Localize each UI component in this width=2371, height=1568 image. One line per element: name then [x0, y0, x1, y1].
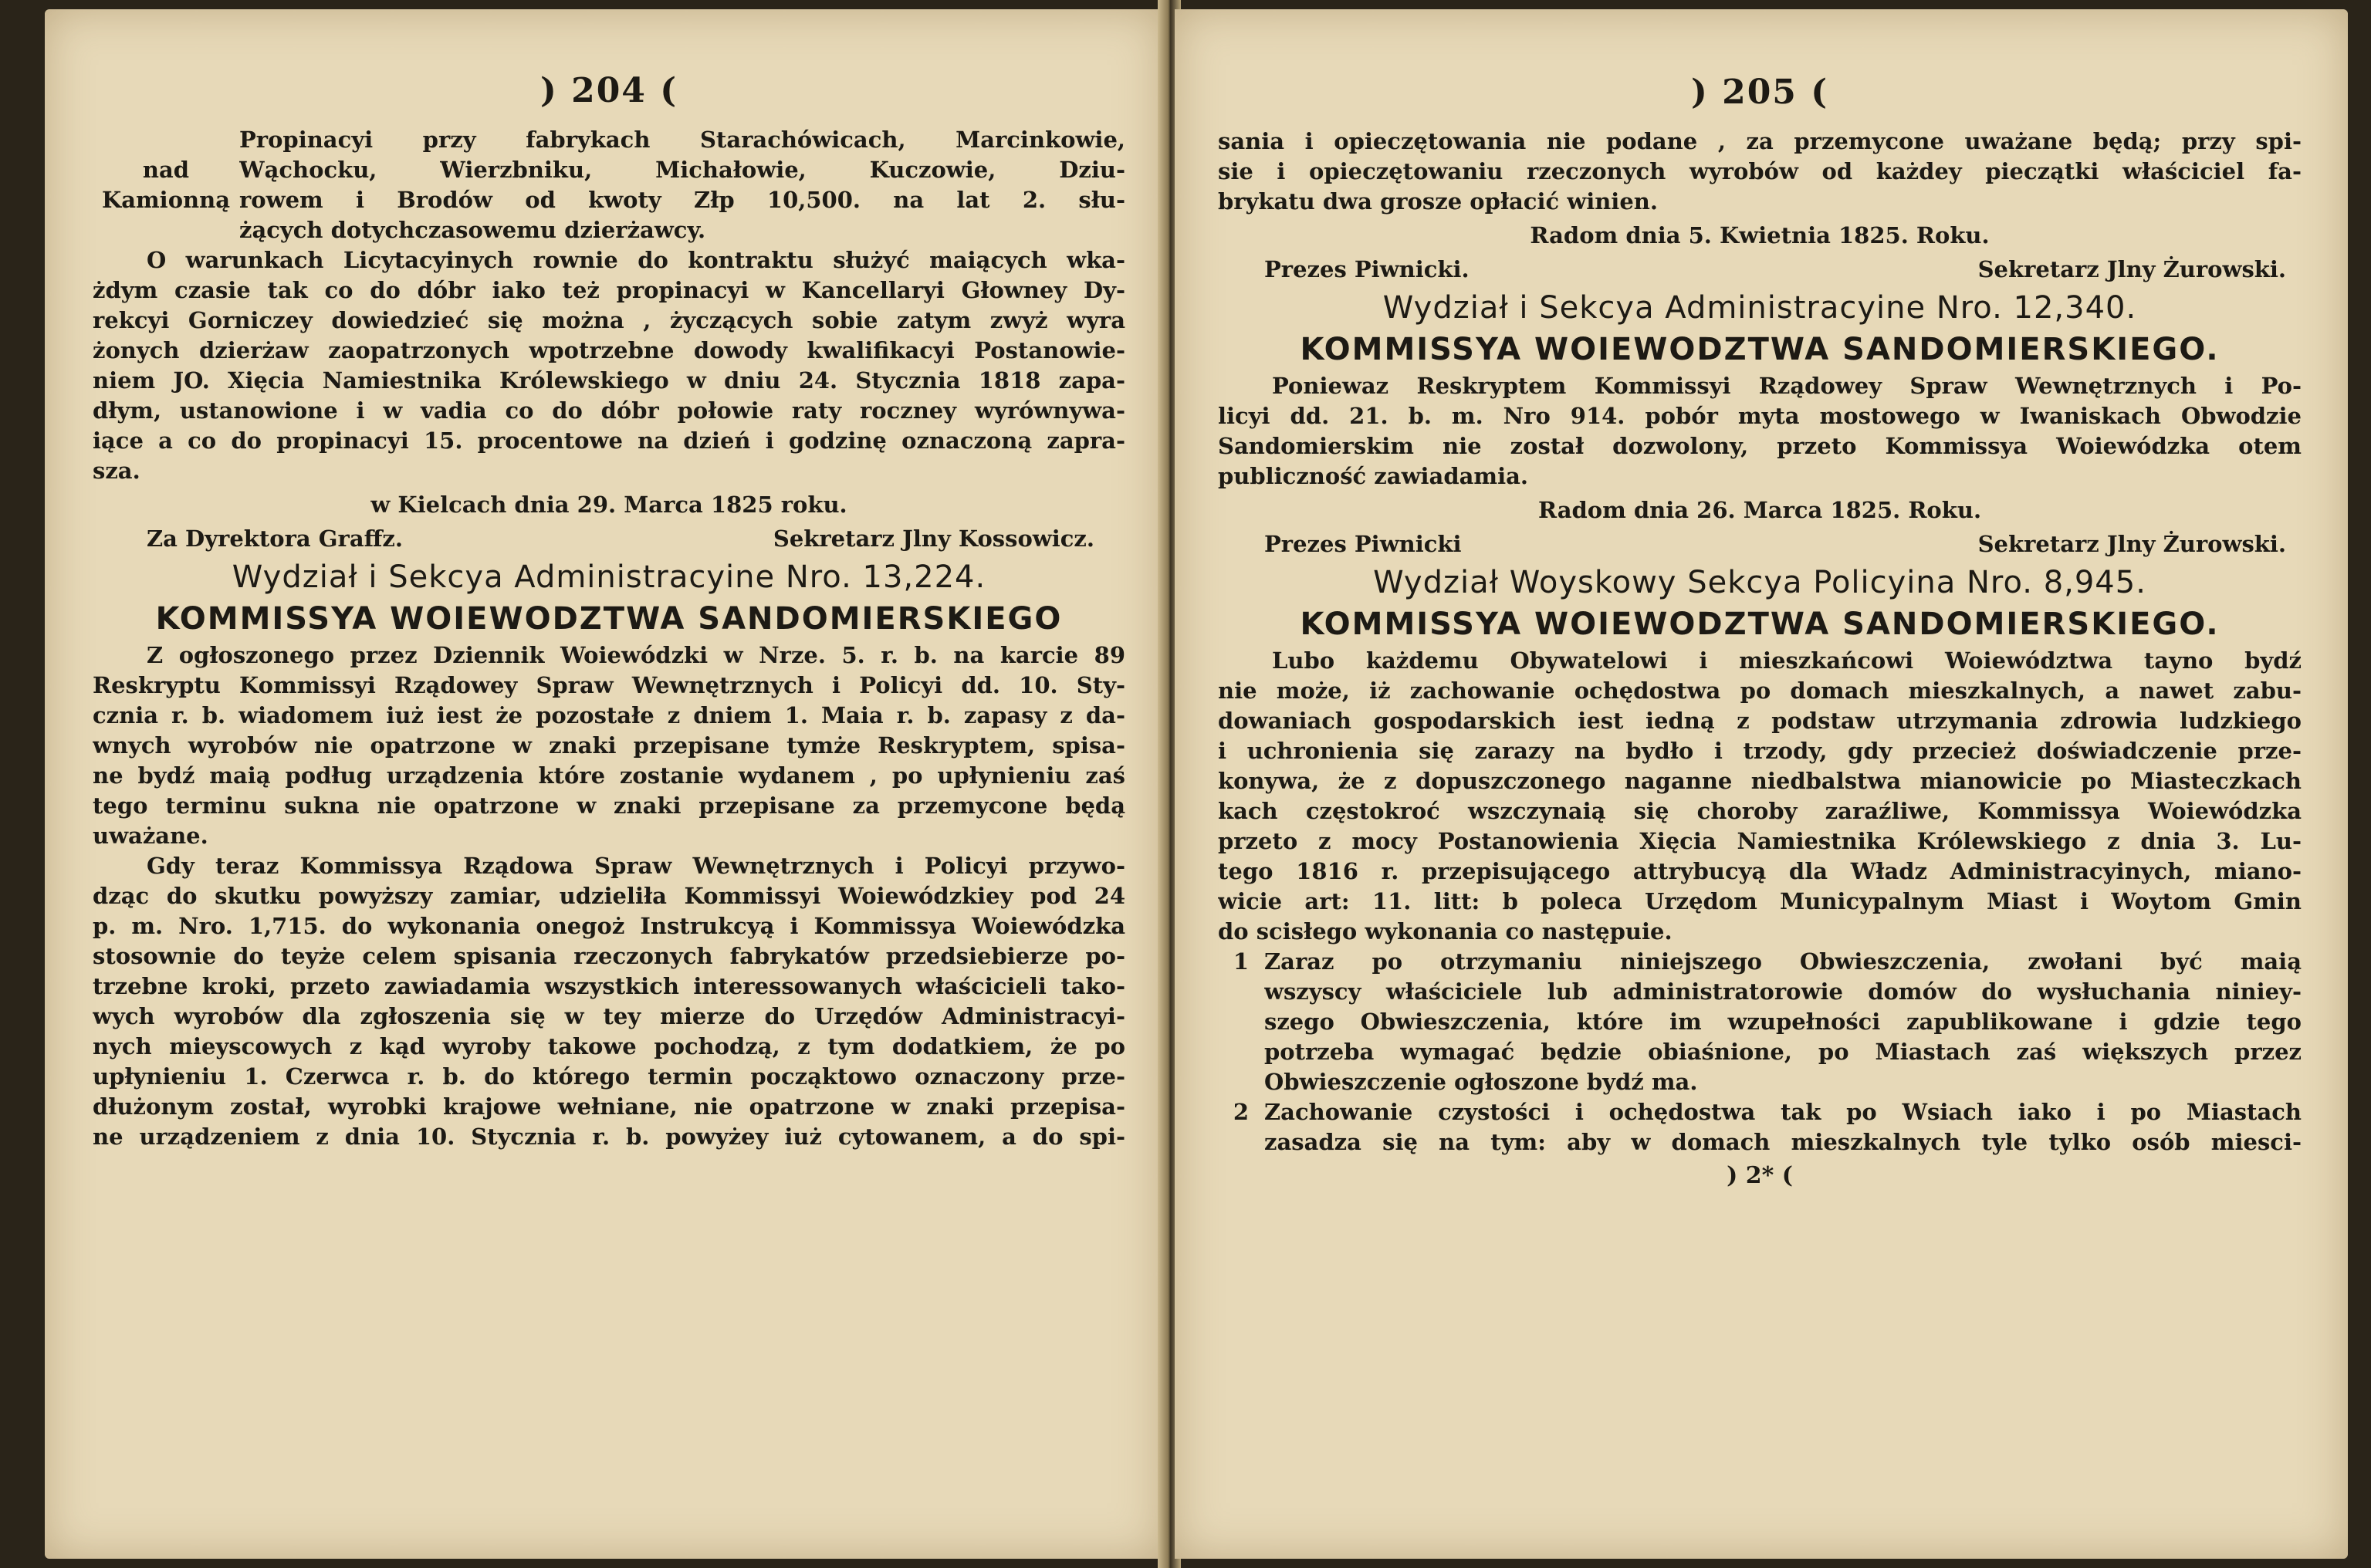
text-line: potrzeba wymagać będzie obiaśnione, po Miastach zaś większych przez [1264, 1039, 2302, 1065]
paragraph [1218, 127, 2302, 217]
entry-side-label [93, 125, 239, 245]
text-line: stosownie do teyże celem spisania rzeczonych fabrykatów przedsiebierze po- [93, 943, 1125, 969]
signature-row [1218, 254, 2302, 285]
text-line: rekcyi Gorniczey dowiedzieć się można , życzących sobie zatym zwyż wyra [93, 307, 1125, 333]
text-line: O warunkach Licytacyinych rownie do kontraktu służyć maiących wka- [147, 247, 1125, 273]
date-text: Radom dnia 26. Marca 1825. Roku. [1537, 497, 1982, 523]
list-item-text [1264, 1097, 2302, 1157]
paragraph [93, 851, 1125, 1152]
text-line: upłynieniu 1. Czerwca r. b. do którego termin począktowo oznaczony prze- [93, 1063, 1125, 1090]
text-line: nie może, iż zachowanie ochędostwa po domach mieszkalnych, a nawet zabu- [1218, 678, 2302, 704]
text-line: konywa, że z dopuszczonego naganne niedbalstwa mianowicie po Miasteczkach [1218, 768, 2302, 794]
text-line: dząc do skutku powyższy zamiar, udzieliła Kommissyi Woiewódzkiey pod 24 [93, 883, 1125, 909]
section-heading: Wydział Woyskowy Sekcya Policyina Nro. 8,945. [1373, 565, 2146, 600]
text-line: Zachowanie czystości i ochędostwa tak po Wsiach iako i po Miastach [1264, 1099, 2302, 1125]
paragraph [93, 640, 1125, 851]
section-heading: Wydział i Sekcya Administracyine Nro. 13,224. [232, 559, 986, 595]
left-page [45, 9, 1162, 1559]
text-line: Gdy teraz Kommissya Rządowa Spraw Wewnętrznych i Policyi przywo- [147, 853, 1125, 879]
text-line: wicie art: 11. litt: b poleca Urzędom Municypalnym Miast i Woytom Gmin [1218, 888, 2302, 914]
text-line: Lubo każdemu Obywatelowi i mieszkańcowi Woiewództwa tayno bydź [1272, 647, 2302, 674]
page-number: ) 205 ( [1690, 73, 1829, 112]
text-line: sie i opieczętowaniu rzeczonych wyrobów od każdey pieczątki właściciel fa- [1218, 158, 2302, 184]
text-line: trzebne kroki, przeto zawiadamia wszystkich interessowanych właścicieli tako- [93, 973, 1125, 999]
text-line: wych wyrobów dla zgłoszenia się w tey mierze do Urzędów Administracyi- [93, 1003, 1125, 1029]
paragraph [1218, 646, 2302, 947]
text-line: iące a co do propinacyi 15. procentowe na dzień i godzinę oznaczoną zapra- [93, 427, 1125, 454]
text-line: rowem i Brodów od kwoty Złp 10,500. na lat 2. słu- [239, 187, 1125, 213]
text-line: przeto z mocy Postanowienia Xięcia Namiestnika Królewskiego z dnia 3. Lu- [1218, 828, 2302, 854]
right-page [1175, 9, 2348, 1559]
commission-heading: KOMMISSYA WOIEWODZTWA SANDOMIERSKIEGO. [1300, 607, 2220, 642]
list-item-text [1264, 947, 2302, 1097]
text-line: dowaniach gospodarskich iest iedną z podstaw utrzymania zdrowia ludzkiego [1218, 708, 2302, 734]
entry-block [93, 125, 1125, 245]
date-line [1218, 495, 2302, 525]
list-item-number: 1 [1233, 948, 1250, 975]
text-line: Propinacyi przy fabrykach Starachówicach, Marcinkowie, [239, 127, 1125, 153]
text-line: Zaraz po otrzymaniu niniejszego Obwieszczenia, zwołani być maią [1264, 948, 2302, 975]
text-line: wnych wyrobów nie opatrzone w znaki przepisane tymże Reskryptem, spisa- [93, 732, 1125, 759]
text-line: nych mieyscowych z kąd wyroby takowe pochodzą, z tym dodatkiem, że po [93, 1033, 1125, 1059]
signature-row [93, 523, 1125, 554]
text-line: i uchronienia się zarazy na bydło i trzody, gdy przecież doświadczenie prze- [1218, 738, 2302, 764]
side-label-line: Kamionną [102, 187, 230, 213]
text-line: tego terminu sukna nie opatrzone w znaki przepisane za przemycone będą [93, 792, 1125, 819]
paragraph [93, 245, 1125, 486]
signature-right: Sekretarz Jlny Żurowski. [1977, 531, 2286, 557]
signature-left: Za Dyrektora Graffz. [147, 525, 403, 552]
text-line: uważane. [93, 823, 208, 849]
signature-right: Sekretarz Jlny Kossowicz. [773, 525, 1094, 552]
text-line: p. m. Nro. 1,715. do wykonania onegoż Instrukcyą i Kommissya Woiewódzka [93, 913, 1125, 939]
paragraph [1218, 371, 2302, 492]
date-text: Radom dnia 5. Kwietnia 1825. Roku. [1530, 222, 1990, 248]
text-line: ne urządzeniem z dnia 10. Stycznia r. b. powyżey iuż cytowanem, a do spi- [93, 1124, 1125, 1150]
list-item [1218, 1097, 2302, 1157]
text-line: dłym, ustanowione i w vadia co do dóbr połowie raty roczney wyrównywa- [93, 397, 1125, 424]
text-line: Obwieszczenie ogłoszone bydź ma. [1264, 1069, 1698, 1095]
text-line: żdym czasie tak co do dóbr iako też propinacyi w Kancellaryi Głowney Dy- [93, 277, 1125, 303]
text-line: szego Obwieszczenia, które im wzupełności zapublikowane i gdzie tego [1264, 1009, 2302, 1035]
signature-left: Prezes Piwnicki [1264, 531, 1462, 557]
side-label-line: nad [142, 157, 190, 183]
text-line: niem JO. Xięcia Namiestnika Królewskiego w dniu 24. Stycznia 1818 zapa- [93, 367, 1125, 394]
text-line: żących dotychczasowemu dzierżawcy. [239, 217, 706, 243]
text-line: Wąchocku, Wierzbniku, Michałowie, Kuczowie, Dziu- [239, 157, 1125, 183]
commission-heading: KOMMISSYA WOIEWODZTWA SANDOMIERSKIEGO. [1300, 332, 2220, 367]
date-text: w Kielcach dnia 29. Marca 1825 roku. [370, 492, 847, 518]
signature-row [1218, 529, 2302, 559]
text-line: Z ogłoszonego przez Dziennik Woiewódzki w Nrze. 5. r. b. na karcie 89 [147, 642, 1125, 668]
text-line: ne bydź maią podług urządzenia które zostanie wydanem , po upłynieniu zaś [93, 762, 1125, 789]
text-line: do scisłego wykonania co następuie. [1218, 918, 1673, 945]
text-line: Sandomierskim nie został dozwolony, przeto Kommissya Woiewódzka otem [1218, 433, 2302, 459]
commission-heading: KOMMISSYA WOIEWODZTWA SANDOMIERSKIEGO [155, 601, 1063, 637]
text-line: żonych dzierżaw zaopatrzonych wpotrzebne dowody kwalifikacyi Postanowie- [93, 337, 1125, 363]
date-line [1218, 220, 2302, 251]
text-line: Reskryptu Kommissyi Rządowey Spraw Wewnętrznych i Policyi dd. 10. Sty- [93, 672, 1125, 698]
text-line: publiczność zawiadamia. [1218, 463, 1528, 489]
text-line: Poniewaz Reskryptem Kommissyi Rządowey Spraw Wewnętrznych i Po- [1272, 373, 2302, 399]
left-page-content [93, 71, 1125, 1152]
text-line: sania i opieczętowania nie podane , za przemycone uważane będą; przy spi- [1218, 128, 2302, 154]
signature-right: Sekretarz Jlny Żurowski. [1977, 256, 2286, 282]
text-line: brykatu dwa grosze opłacić winien. [1218, 188, 1658, 215]
text-line: licyi dd. 21. b. m. Nro 914. pobór myta mostowego w Iwaniskach Obwodzie [1218, 403, 2302, 429]
right-page-content [1218, 73, 2302, 1189]
text-line: cznia r. b. wiadomem iuż iest że pozostałe z dniem 1. Maia r. b. zapasy z da- [93, 702, 1125, 728]
list-item-number: 2 [1233, 1099, 1250, 1125]
text-line: wszyscy właściciele lub administratorowie domów do wysłuchania niniey- [1264, 978, 2302, 1005]
text-line: sza. [93, 458, 140, 484]
signature-mark: ) 2* ( [1727, 1162, 1793, 1189]
date-line [93, 489, 1125, 520]
section-heading: Wydział i Sekcya Administracyine Nro. 12,340. [1382, 290, 2137, 326]
text-line: zasadza się na tym: aby w domach mieszkalnych tyle tylko osób miesci- [1264, 1129, 2302, 1155]
list-item [1218, 947, 2302, 1097]
signature-left: Prezes Piwnicki. [1264, 256, 1470, 282]
page-number: ) 204 ( [539, 71, 678, 110]
text-line: kach częstokroć wszczynaią się choroby zaraźliwe, Kommissya Woiewódzka [1218, 798, 2302, 824]
text-line: tego 1816 r. przepisującego attrybucyą dla Władz Administracyinych, miano- [1218, 858, 2302, 884]
entry-text [239, 125, 1125, 245]
text-line: dłużonym został, wyrobki krajowe wełniane, nie opatrzone w znaki przepisa- [93, 1093, 1125, 1120]
